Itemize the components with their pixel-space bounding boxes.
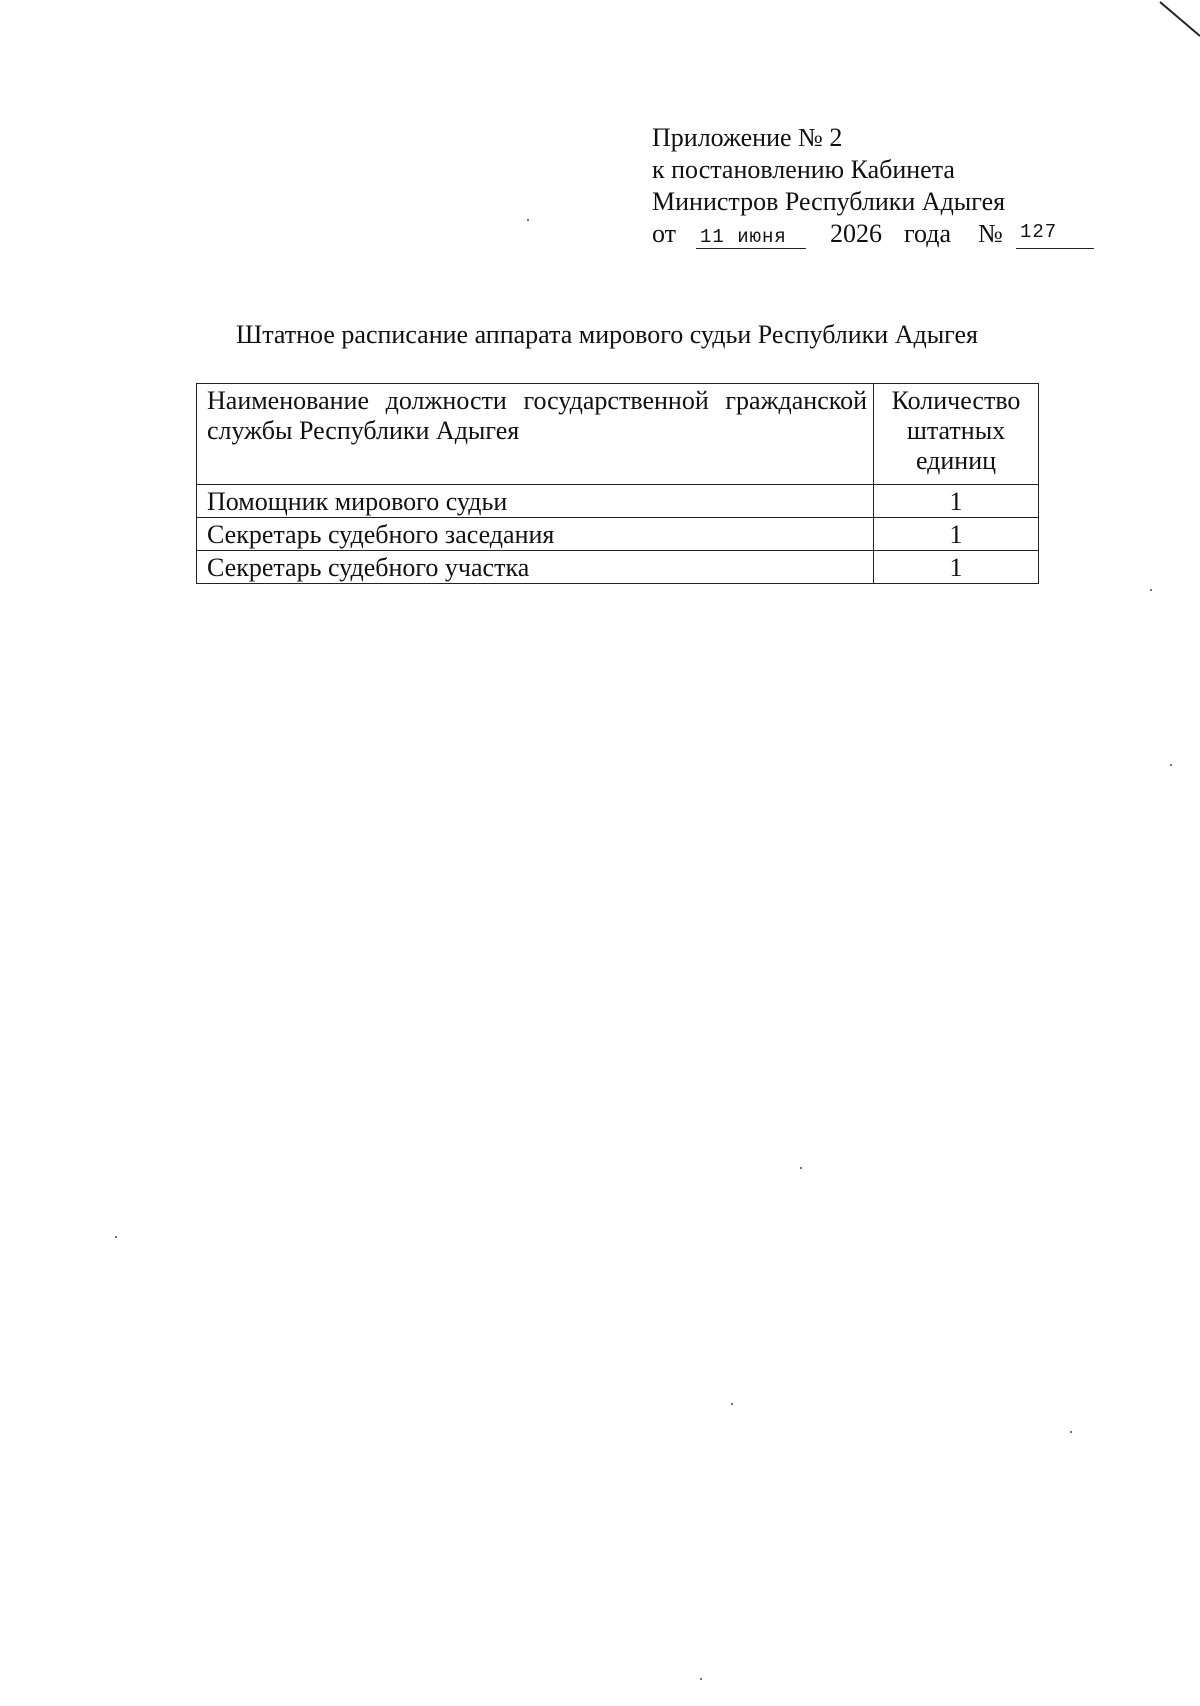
position-name: Помощник мирового судьи <box>197 485 874 518</box>
date-prefix: от <box>652 219 677 248</box>
staff-count: 1 <box>874 485 1039 518</box>
document-number: 127 <box>1020 221 1058 243</box>
appendix-resolution: к постановлению Кабинета <box>652 155 955 184</box>
staff-count: 1 <box>874 551 1039 584</box>
scan-speck <box>1150 589 1152 591</box>
header-position-name: Наименование должности государственной гражданской службы Республики Адыгея <box>197 384 874 485</box>
scan-speck <box>800 1167 802 1169</box>
position-name: Секретарь судебного участка <box>197 551 874 584</box>
scan-speck <box>700 1678 702 1680</box>
number-sign: № <box>978 219 1003 248</box>
header-staff-count: Количество штатных единиц <box>874 384 1039 485</box>
staff-table <box>196 383 1039 584</box>
date-underline <box>696 248 806 249</box>
scan-artifact-line <box>1110 0 1200 50</box>
appendix-number: Приложение № 2 <box>652 123 843 152</box>
appendix-date-line <box>652 218 1058 252</box>
number-underline <box>1016 248 1094 249</box>
position-name: Секретарь судебного заседания <box>197 518 874 551</box>
staff-count: 1 <box>874 518 1039 551</box>
scan-speck <box>527 219 529 221</box>
scan-speck <box>115 1236 117 1238</box>
table-row <box>197 551 1039 584</box>
date-year: 2026 <box>830 219 882 248</box>
date-word: года <box>904 219 952 248</box>
table-row <box>197 518 1039 551</box>
table-row <box>197 485 1039 518</box>
appendix-cabinet: Министров Республики Адыгея <box>652 187 1006 216</box>
scan-speck <box>1170 764 1172 766</box>
appendix-block <box>652 122 1058 252</box>
scan-speck <box>731 1403 733 1405</box>
scan-speck <box>1070 1431 1072 1433</box>
table-header-row <box>197 384 1039 485</box>
document-title: Штатное расписание аппарата мирового судьи Республики Адыгея <box>236 320 979 349</box>
date-day-month: 11 июня <box>700 226 787 248</box>
